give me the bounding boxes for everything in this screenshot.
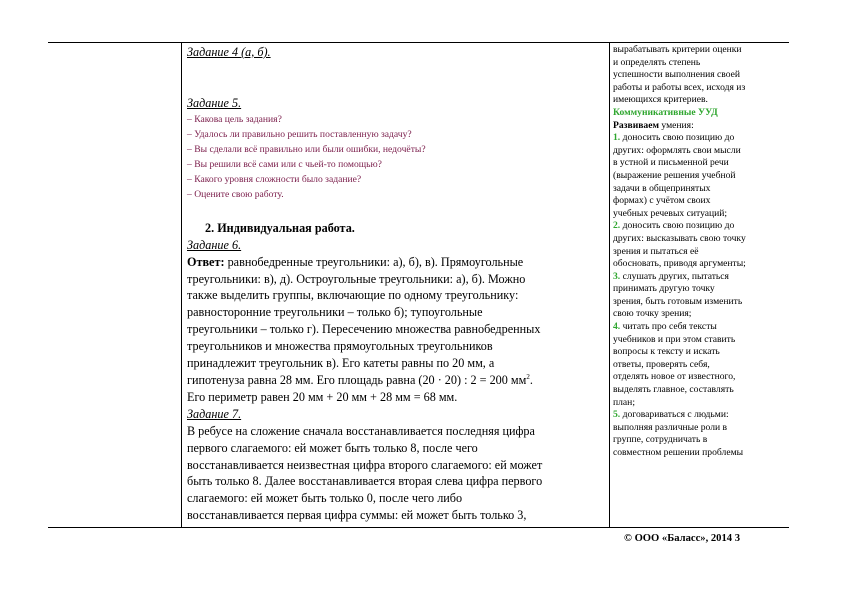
right-text-line: и определять степень xyxy=(613,56,701,68)
answer-line: треугольников и множества прямоугольных треугольников xyxy=(187,339,493,354)
uud-item-1 xyxy=(613,132,785,220)
item-line: формах) с учётом своих xyxy=(613,195,711,207)
uud-item-2 xyxy=(613,220,785,270)
develop-label: Развиваем xyxy=(613,119,659,131)
answer-line: равнобедренные треугольники: а), б), в). Прямоугольные xyxy=(224,254,524,269)
item-line: совместном решении проблемы xyxy=(613,447,744,458)
task-7-line: первого слагаемого: ей может быть только 8, после чего xyxy=(187,440,478,455)
item-number: 2. xyxy=(613,220,621,232)
task-7-line: слагаемого: ей может быть только 0, после чего либо xyxy=(187,491,463,506)
item-line: учебных речевых ситуаций; xyxy=(613,207,728,219)
item-number: 3. xyxy=(613,270,621,282)
item-line: слушать других, пытаться xyxy=(620,270,729,282)
item-line: читать про себя тексты xyxy=(620,321,717,333)
task-7-line: быть только 8. Далее восстанавливается вторая слева цифра первого xyxy=(187,474,543,489)
item-number: 5. xyxy=(613,409,621,421)
communicative-uud-title: Коммуникативные УУД xyxy=(613,106,718,118)
item-line: других: оформлять свои мысли xyxy=(613,144,741,156)
item-line: учебников и при этом ставить xyxy=(613,333,736,345)
item-line: вопросы к тексту и искать xyxy=(613,346,720,358)
uud-item-5 xyxy=(613,409,785,459)
question-item: – Какова цель задания? xyxy=(187,113,282,125)
superscript: 2 xyxy=(526,372,530,381)
develop-rest: умения: xyxy=(659,119,694,131)
item-line: других: высказывать свою точку xyxy=(613,232,746,244)
column-divider xyxy=(609,42,610,528)
item-line: отделять новое от известного, xyxy=(613,371,736,383)
item-line: выполняя различные роли в xyxy=(613,421,728,433)
task-7-line: восстанавливается первая цифра суммы: ей может быть только 3, xyxy=(187,508,527,523)
item-number: 1. xyxy=(613,132,621,144)
right-text-line: вырабатывать критерии оценки xyxy=(613,44,742,55)
period: . xyxy=(529,372,533,387)
task-7-line: восстанавливается неизвестная цифра второго слагаемого: ей может xyxy=(187,457,543,472)
task-6-heading: Задание 6. xyxy=(187,237,242,252)
question-item: – Оцените свою работу. xyxy=(187,188,284,200)
item-line: в устной и письменной речи xyxy=(613,157,729,169)
task-7-heading: Задание 7. xyxy=(187,406,242,421)
item-line: зрения и пытаться её xyxy=(613,245,699,257)
answer-line: принадлежит треугольник в). Его катеты равны по 20 мм, а xyxy=(187,356,495,371)
individual-work-heading: 2. Индивидуальная работа. xyxy=(205,220,355,235)
answer-line: треугольники – только г). Пересечению множества равнобедренных xyxy=(187,322,541,337)
question-item: – Вы решили всё сами или с чьей-то помощью? xyxy=(187,158,382,170)
answer-line: также выделить группы, включающие по одному треугольнику: xyxy=(187,288,519,303)
right-text-line: успешности выполнения своей xyxy=(613,69,741,81)
answer-line: треугольники: в), д). Остроугольные треугольники: а), б). Можно xyxy=(187,271,526,286)
uud-item-4 xyxy=(613,321,785,409)
item-line: задачи в общепринятых xyxy=(613,182,711,194)
right-text-line: имеющихся критериев. xyxy=(613,94,708,106)
copyright-footer: © ООО «Баласс», 2014 3 xyxy=(624,533,740,544)
task-4-heading: Задание 4 (а, б). xyxy=(187,45,271,59)
item-line: выделять главное, составлять xyxy=(613,384,734,396)
answer-line: равносторонние треугольники – только б); тупоугольные xyxy=(187,305,483,320)
reflection-questions xyxy=(187,112,605,202)
item-line: зрения, быть готовым изменить xyxy=(613,295,743,307)
item-line: свою точку зрения; xyxy=(613,308,692,320)
right-text-line: работы и работы всех, исходя из xyxy=(613,81,746,93)
question-item: – Удалось ли правильно решить поставленную задачу? xyxy=(187,128,412,140)
task-7-line: В ребусе на сложение сначала восстанавливается последняя цифра xyxy=(187,423,535,438)
table-column-empty xyxy=(48,42,182,528)
item-number: 4. xyxy=(613,321,621,333)
task-5-heading: Задание 5. xyxy=(187,95,242,110)
item-line: группе, сотрудничать в xyxy=(613,434,708,446)
answer-line: Его периметр равен 20 мм + 20 мм + 28 мм = 68 мм. xyxy=(187,389,458,404)
item-line: доносить свою позицию до xyxy=(620,220,735,232)
item-line: принимать другую точку xyxy=(613,283,715,295)
item-line: (выражение решения учебной xyxy=(613,169,736,181)
answer-line: гипотенуза равна 28 мм. Его площадь равна (20 · 20) : 2 = 200 мм xyxy=(187,372,527,387)
answer-label: Ответ: xyxy=(187,254,225,269)
item-line: ответы, проверять себя, xyxy=(613,358,710,370)
item-line: доносить свою позицию до xyxy=(620,132,735,144)
question-item: – Какого уровня сложности было задание? xyxy=(187,173,362,185)
task-7-text xyxy=(187,423,605,524)
item-line: договариваться с людьми: xyxy=(620,409,729,421)
task-6-answer xyxy=(187,254,605,406)
lesson-content-column xyxy=(187,44,605,524)
question-item: – Вы сделали всё правильно или были ошибки, недочёты? xyxy=(187,143,426,155)
uud-item-3 xyxy=(613,271,785,321)
item-line: обосновать, приводя аргументы; xyxy=(613,258,746,270)
uud-column xyxy=(613,44,785,460)
item-line: план; xyxy=(613,396,635,408)
